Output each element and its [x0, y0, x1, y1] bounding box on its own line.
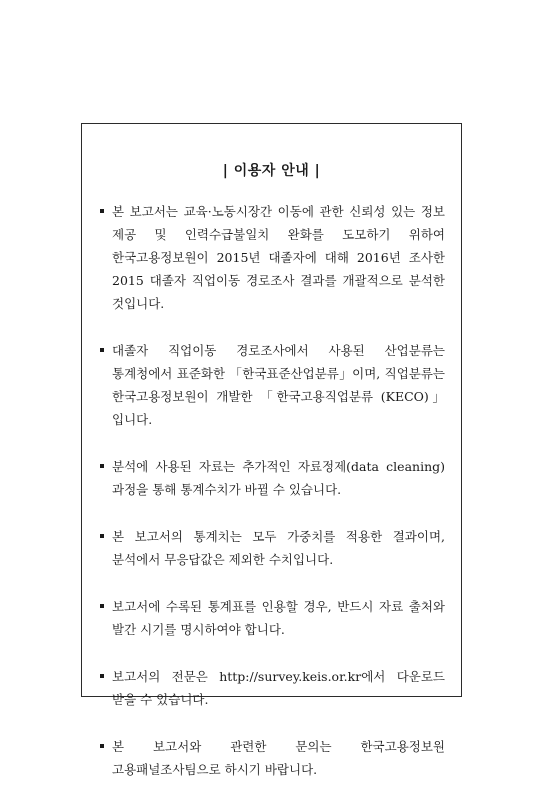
- notice-item-text: 보고서에 수록된 통계표를 인용할 경우, 반드시 자료 출처와 발간 시기를 명시하여야 합니다.: [112, 599, 445, 637]
- notice-list: [100, 200, 445, 805]
- bullet-icon: [100, 534, 104, 538]
- notice-item-text: 본 보고서는 교육·노동시장간 이동에 관한 신뢰성 있는 정보 제공 및 인력수급불일치 완화를 도모하기 위하여 한국고용정보원이 2015년 대졸자에 대해 2016년 조사한 2015 대졸자 직업이동 경로조사 결과를 개괄적으로 분석한 것입니다.: [112, 204, 445, 311]
- notice-item: [100, 595, 445, 641]
- user-notice-box: [81, 123, 462, 777]
- notice-title: | 이용자 안내 |: [222, 163, 321, 179]
- notice-item-text: 본 보고서와 관련한 문의는 한국고용정보원 고용패널조사팀으로 하시기 바랍니다.: [112, 739, 445, 777]
- notice-item-text: 보고서의 전문은 http://survey.keis.or.kr에서 다운로드 받을 수 있습니다.: [112, 669, 445, 707]
- notice-item: [100, 200, 445, 315]
- bullet-icon: [100, 744, 104, 748]
- notice-item-text: 대졸자 직업이동 경로조사에서 사용된 산업분류는 통계청에서 표준화한 「한국표준산업분류」이며, 직업분류는 한국고용정보원이 개발한 「한국고용직업분류 (KECO)」입니다.: [112, 343, 445, 427]
- notice-item: [100, 455, 445, 501]
- notice-item: [100, 735, 445, 781]
- bullet-icon: [100, 604, 104, 608]
- notice-item: [100, 525, 445, 571]
- bullet-icon: [100, 674, 104, 678]
- bullet-icon: [100, 464, 104, 468]
- notice-item: [100, 339, 445, 431]
- bullet-icon: [100, 348, 104, 352]
- notice-item-text: 본 보고서의 통계치는 모두 가중치를 적용한 결과이며, 분석에서 무응답값은 제외한 수치입니다.: [112, 529, 445, 567]
- bullet-icon: [100, 209, 104, 213]
- notice-item: [100, 665, 445, 711]
- notice-item-text: 분석에 사용된 자료는 추가적인 자료정제(data cleaning) 과정을 통해 통계수치가 바뀔 수 있습니다.: [112, 459, 445, 497]
